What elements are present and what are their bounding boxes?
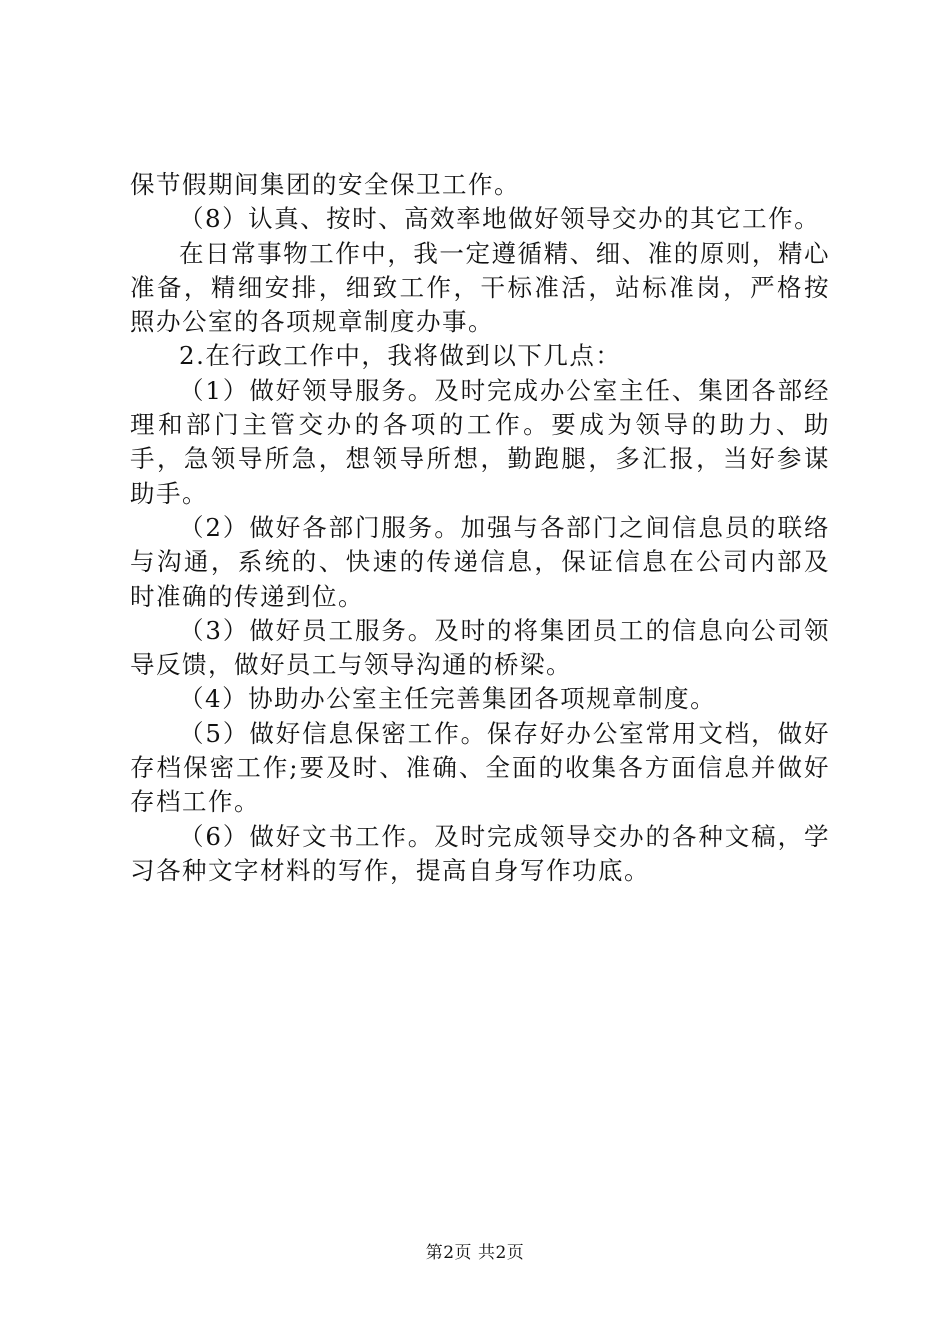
paragraph-item-6: （6）做好文书工作。及时完成领导交办的各种文稿，学习各种文字材料的写作，提高自身写作功底。: [130, 821, 830, 885]
paragraph-item-2: （2）做好各部门服务。加强与各部门之间信息员的联络与沟通，系统的、快速的传递信息，保证信息在公司内部及时准确的传递到位。: [130, 512, 830, 611]
document-body: [130, 168, 830, 888]
paragraph-item-4: （4）协助办公室主任完善集团各项规章制度。: [179, 684, 717, 714]
paragraph-continuation: 保节假期间集团的安全保卫工作。: [130, 170, 520, 199]
paragraph-admin-heading: 2.在行政工作中，我将做到以下几点：: [179, 341, 622, 371]
paragraph-item-8: （8）认真、按时、高效率地做好领导交办的其它工作。: [179, 204, 821, 234]
paragraph-item-3: （3）做好员工服务。及时的将集团员工的信息向公司领导反馈，做好员工与领导沟通的桥梁。: [130, 615, 830, 680]
page-footer: [0, 1242, 950, 1264]
paragraph-item-5: （5）做好信息保密工作。保存好办公室常用文档，做好存档保密工作;要及时、准确、全面的收集各方面信息并做好存档工作。: [130, 718, 830, 817]
paragraph-daily-affairs: 在日常事物工作中，我一定遵循精、细、准的原则，精心准备，精细安排，细致工作，干标准活，站标准岗，严格按照办公室的各项规章制度办事。: [130, 238, 830, 337]
page-number-label: 第2页 共2页: [425, 1243, 525, 1263]
paragraph-item-1: （1）做好领导服务。及时完成办公室主任、集团各部经理和部门主管交办的各项的工作。要成为领导的助力、助手，急领导所急，想领导所想，勤跑腿，多汇报，当好参谋助手。: [130, 375, 830, 508]
